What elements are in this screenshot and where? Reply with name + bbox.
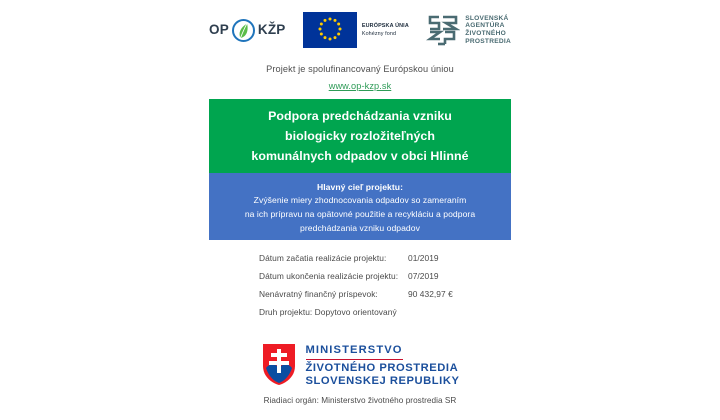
sazp-logo xyxy=(426,13,511,47)
detail-row xyxy=(259,307,519,325)
detail-label-end-date: Dátum ukončenia realizácie projektu: xyxy=(259,271,399,281)
detail-label-start-date: Dátum začatia realizácie projektu: xyxy=(259,253,387,263)
op-kzp-prefix: OP xyxy=(209,22,229,38)
detail-row xyxy=(259,271,519,289)
project-title-line-3: komunálnych odpadov v obci Hlinné xyxy=(251,149,469,164)
ministry-logo-text xyxy=(306,339,460,389)
sazp-line-3: ŽIVOTNÉHO xyxy=(465,30,506,37)
ministry-logo xyxy=(209,338,511,390)
project-goal-line-2: na ich prípravu na opätovné použitie a recykláciu a podpora xyxy=(244,208,476,219)
ministry-line-2: ŽIVOTNÉHO PROSTREDIA xyxy=(305,361,459,374)
project-goal-line-1: Zvýšenie miery zhodnocovania odpadov so zameraním xyxy=(253,194,467,205)
project-details-list xyxy=(259,253,519,325)
project-title-banner xyxy=(209,99,511,173)
project-title-line-2: biologicky rozložiteľných xyxy=(285,128,435,143)
sazp-line-1: SLOVENSKÁ xyxy=(465,14,509,22)
detail-value-grant-amount: 90 432,97 € xyxy=(408,289,453,299)
project-goal-banner xyxy=(209,173,511,240)
sazp-logo-text xyxy=(465,15,511,45)
eu-logo-text xyxy=(362,23,409,38)
detail-label-grant-amount: Nenávratný finančný príspevok: xyxy=(259,289,378,299)
eu-logo xyxy=(303,12,409,48)
program-website-link[interactable]: www.op-kzp.sk xyxy=(328,81,392,91)
slovak-coat-of-arms-icon xyxy=(261,342,297,386)
ministry-line-1: MINISTERSTVO xyxy=(306,344,403,360)
eu-logo-line2: Kohézny fond xyxy=(361,30,397,37)
detail-label-project-type: Druh projektu: Dopytovo orientovaný xyxy=(259,307,397,317)
project-title-line-1: Podpora predchádzania vzniku xyxy=(268,108,452,123)
managing-authority-note: Riadiaci orgán: Ministerstvo životného prostredia SR xyxy=(263,396,457,405)
detail-row xyxy=(259,289,519,307)
cofinance-note: Projekt je spolufinancovaný Európskou úniou xyxy=(266,64,454,74)
detail-value-end-date: 07/2019 xyxy=(408,271,439,281)
logo-bar xyxy=(209,6,511,54)
detail-row xyxy=(259,253,519,271)
op-kzp-suffix: KŽP xyxy=(257,22,286,38)
water-drop-leaf-icon xyxy=(232,19,255,42)
detail-value-start-date: 01/2019 xyxy=(408,253,439,263)
sazp-monogram-icon xyxy=(426,13,460,47)
sazp-line-2: AGENTÚRA xyxy=(465,22,505,30)
sazp-line-4: PROSTREDIA xyxy=(465,37,511,45)
project-goal-line-3: predchádzania vzniku odpadov xyxy=(300,222,420,233)
ministry-line-3: SLOVENSKEJ REPUBLIKY xyxy=(305,375,460,388)
eu-flag-icon xyxy=(303,12,357,48)
eu-logo-line1: EURÓPSKA ÚNIA xyxy=(361,22,409,29)
op-kzp-logo xyxy=(209,15,286,45)
project-goal-title: Hlavný cieľ projektu: xyxy=(316,182,404,192)
